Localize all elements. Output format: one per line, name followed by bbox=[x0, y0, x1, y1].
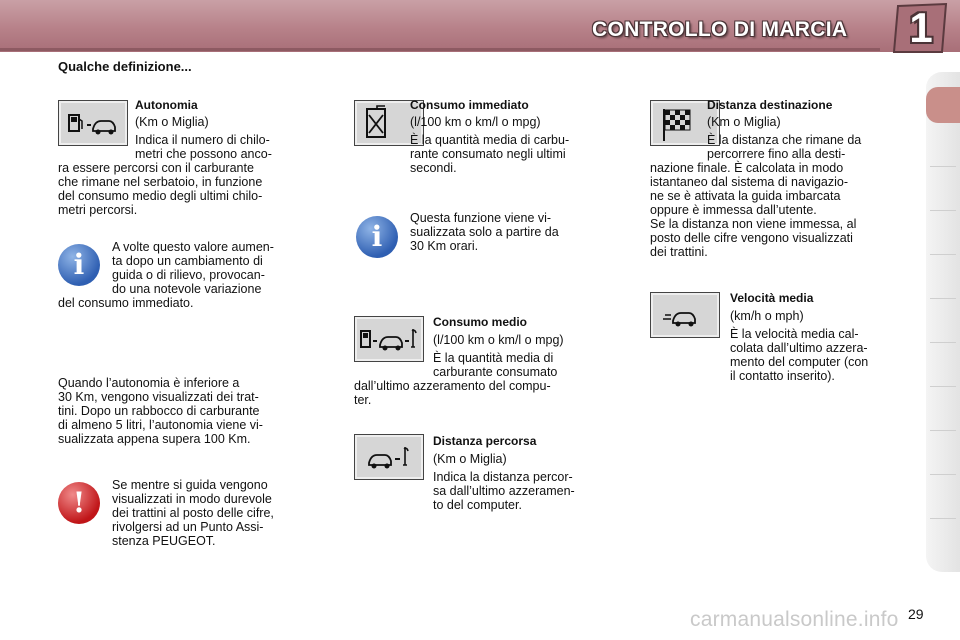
section-title: Qualche definizione... bbox=[58, 59, 192, 74]
info-icon bbox=[356, 216, 398, 258]
warning-glyph: ! bbox=[72, 486, 86, 519]
distanza-destinazione-text-line: percorrere fino alla desti- bbox=[707, 147, 846, 161]
distanza-destinazione-unit: (Km o Miglia) bbox=[707, 115, 781, 129]
info-note-line: guida o di rilievo, provocan- bbox=[112, 268, 265, 282]
autonomia-text-line: metri che possono anco- bbox=[135, 147, 272, 161]
consumo-immediato-text-line: rante consumato negli ultimi bbox=[410, 147, 566, 161]
consumo-medio-text-line: carburante consumato bbox=[433, 365, 558, 379]
side-tab-divider bbox=[930, 298, 956, 299]
info-icon bbox=[58, 244, 100, 286]
chapter-side-tabs bbox=[926, 72, 960, 572]
page-title: CONTROLLO DI MARCIA bbox=[592, 18, 848, 41]
watermark: carmanualsonline.info bbox=[690, 608, 899, 631]
autonomia-text-line: che rimane nel serbatoio, in funzione bbox=[58, 175, 263, 189]
side-tab-divider bbox=[930, 342, 956, 343]
distanza-destinazione-extra-line: posto delle cifre vengono visualizzati bbox=[650, 231, 853, 245]
low-range-text-line: tini. Dopo un rabbocco di carburante bbox=[58, 404, 260, 418]
info-note-line: sualizzata solo a partire da bbox=[410, 225, 559, 239]
info-glyph: i bbox=[73, 248, 85, 281]
distanza-destinazione-extra-line: Se la distanza non viene immessa, al bbox=[650, 217, 857, 231]
warning-note-line: dei trattini al posto delle cifre, bbox=[112, 506, 274, 520]
velocita-media-unit: (km/h o mph) bbox=[730, 309, 804, 323]
autonomia-unit: (Km o Miglia) bbox=[135, 115, 209, 129]
low-range-text-line: di almeno 5 litri, l’autonomia viene vi- bbox=[58, 418, 263, 432]
average-speed-icon bbox=[650, 292, 720, 338]
distanza-destinazione-text-line: È la distanza che rimane da bbox=[707, 133, 862, 147]
autonomia-text-line: metri percorsi. bbox=[58, 203, 138, 217]
info-note-line: ta dopo un cambiamento di bbox=[112, 254, 263, 268]
distanza-destinazione-heading: Distanza destinazione bbox=[707, 98, 833, 112]
velocita-media-text-line: il contatto inserito). bbox=[730, 369, 835, 383]
distanza-percorsa-unit: (Km o Miglia) bbox=[433, 452, 507, 466]
side-tab-divider bbox=[930, 254, 956, 255]
distanza-percorsa-text-line: to del computer. bbox=[433, 498, 522, 512]
info-note-line: do una notevole variazione bbox=[112, 282, 262, 296]
side-tab-divider bbox=[930, 430, 956, 431]
distanza-destinazione-text-line: nazione finale. È calcolata in modo bbox=[650, 161, 844, 175]
velocita-media-text-line: mento del computer (con bbox=[730, 355, 869, 369]
distanza-destinazione-text-line: oppure è immessa dall’utente. bbox=[650, 203, 817, 217]
consumo-medio-text-line: dall’ultimo azzeramento del compu- bbox=[354, 379, 551, 393]
consumo-immediato-unit: (l/100 km o km/l o mpg) bbox=[410, 115, 541, 129]
chapter-number: 1 bbox=[909, 4, 933, 51]
consumo-immediato-heading: Consumo immediato bbox=[410, 98, 529, 112]
side-tab-divider bbox=[930, 474, 956, 475]
distanza-percorsa-heading: Distanza percorsa bbox=[433, 434, 537, 448]
side-tab-divider bbox=[930, 518, 956, 519]
distanza-percorsa-text-line: sa dall’ultimo azzeramen- bbox=[433, 484, 575, 498]
average-consumption-icon bbox=[354, 316, 424, 362]
velocita-media-heading: Velocità media bbox=[730, 291, 814, 305]
distanza-percorsa-text-line: Indica la distanza percor- bbox=[433, 470, 573, 484]
distanza-destinazione-text-line: ne se è attivata la guida imbarcata bbox=[650, 189, 841, 203]
fuel-range-icon bbox=[58, 100, 128, 146]
info-note-line: Questa funzione viene vi- bbox=[410, 211, 552, 225]
side-tab-divider bbox=[930, 386, 956, 387]
info-note-line: 30 Km orari. bbox=[410, 239, 479, 253]
distanza-destinazione-text-line: istantaneo dal sistema di navigazio- bbox=[650, 175, 849, 189]
autonomia-heading: Autonomia bbox=[135, 98, 198, 112]
autonomia-text-line: Indica il numero di chilo- bbox=[135, 133, 270, 147]
velocita-media-text-line: È la velocità media cal- bbox=[730, 327, 859, 341]
info-note-line: A volte questo valore aumen- bbox=[112, 240, 274, 254]
low-range-text-line: sualizzata appena supera 100 Km. bbox=[58, 432, 251, 446]
side-tab-active[interactable] bbox=[926, 87, 960, 123]
warning-note-line: visualizzati in modo durevole bbox=[112, 492, 272, 506]
consumo-medio-heading: Consumo medio bbox=[433, 315, 528, 329]
low-range-text-line: 30 Km, vengono visualizzati dei trat- bbox=[58, 390, 259, 404]
page-number: 29 bbox=[908, 606, 924, 622]
consumo-medio-text-line: ter. bbox=[354, 393, 372, 407]
side-tab-divider bbox=[930, 210, 956, 211]
side-tab-divider bbox=[930, 166, 956, 167]
autonomia-text-line: del consumo medio degli ultimi chilo- bbox=[58, 189, 263, 203]
consumo-medio-unit: (l/100 km o km/l o mpg) bbox=[433, 333, 564, 347]
autonomia-text-line: ra essere percorsi con il carburante bbox=[58, 161, 254, 175]
chapter-badge bbox=[892, 2, 950, 54]
warning-note-line: Se mentre si guida vengono bbox=[112, 478, 268, 492]
distanza-destinazione-extra-line: dei trattini. bbox=[650, 245, 708, 259]
consumo-medio-text-line: È la quantità media di bbox=[433, 351, 554, 365]
info-glyph: i bbox=[371, 220, 383, 253]
header-divider bbox=[0, 48, 880, 51]
warning-note-line: stenza PEUGEOT. bbox=[112, 534, 216, 548]
warning-note-line: rivolgersi ad un Punto Assi- bbox=[112, 520, 264, 534]
info-note-line: del consumo immediato. bbox=[58, 296, 194, 310]
trip-distance-icon bbox=[354, 434, 424, 480]
consumo-immediato-text-line: secondi. bbox=[410, 161, 457, 175]
velocita-media-text-line: colata dall’ultimo azzera- bbox=[730, 341, 868, 355]
warning-icon bbox=[58, 482, 100, 524]
low-range-text-line: Quando l’autonomia è inferiore a bbox=[58, 376, 240, 390]
consumo-immediato-text-line: È la quantità media di carbu- bbox=[410, 133, 570, 147]
